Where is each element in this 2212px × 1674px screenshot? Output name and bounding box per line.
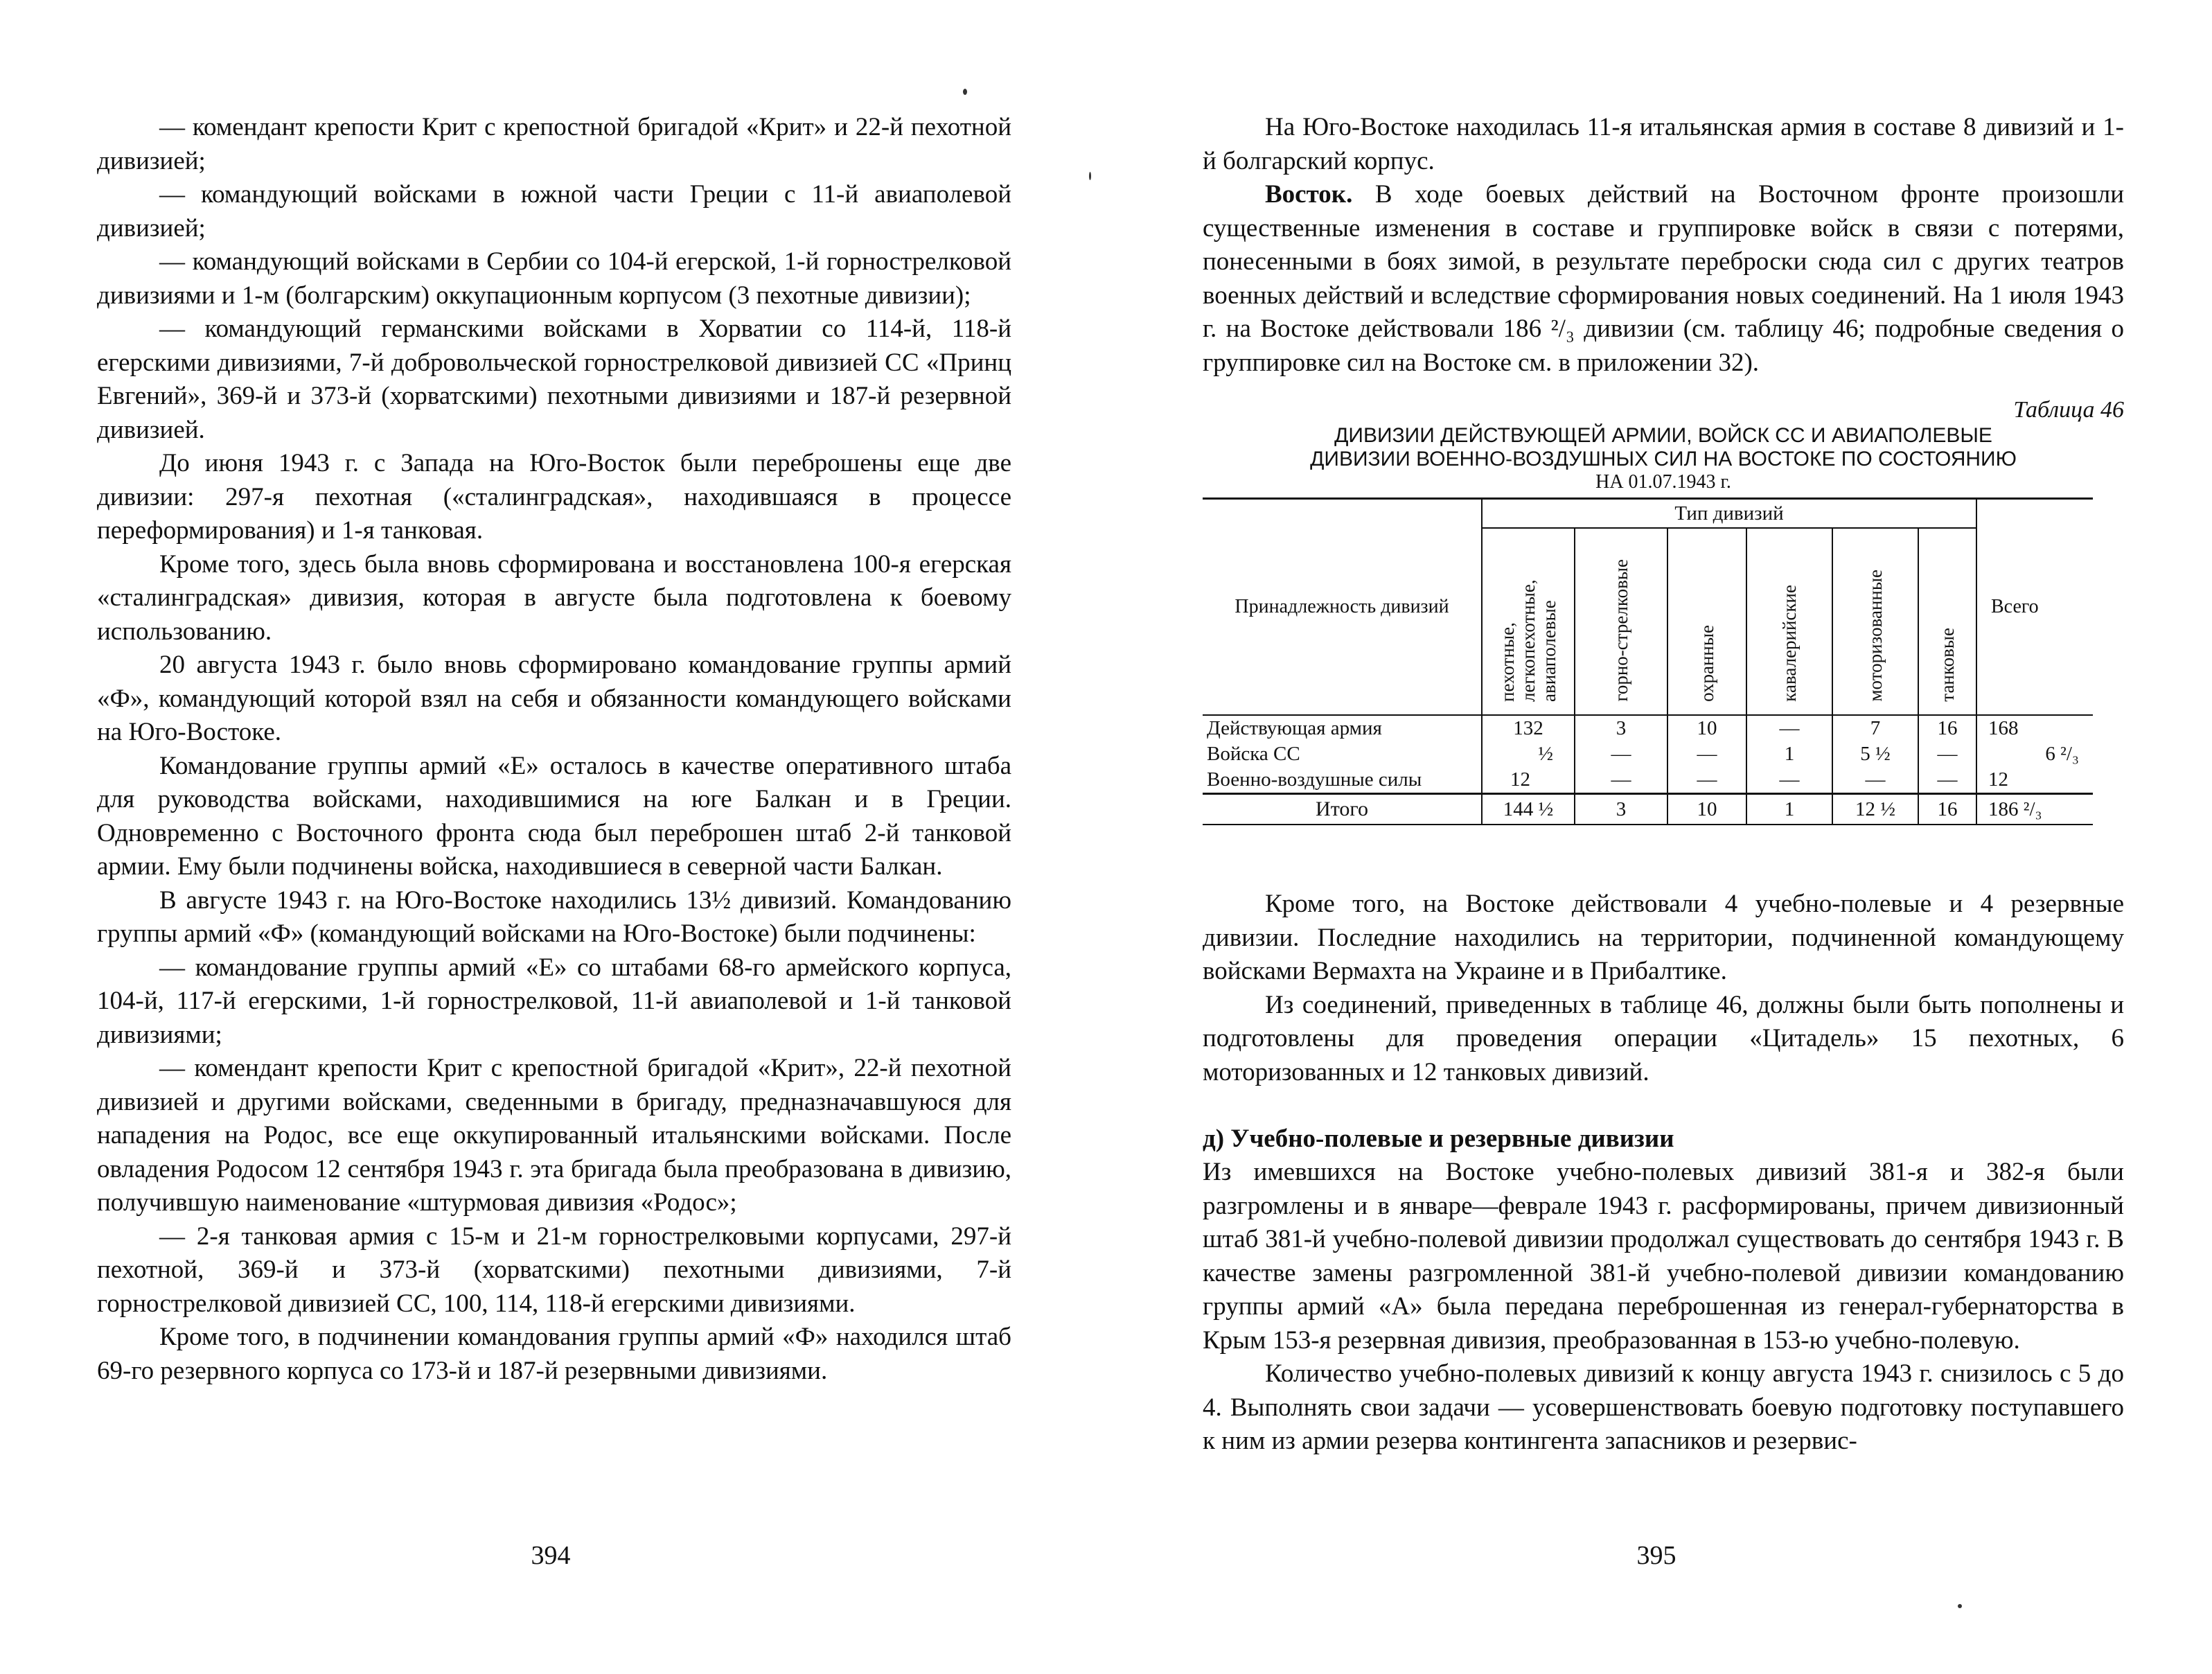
intro-paragraph: На Юго-Востоке находилась 11-я итальянская армия в составе 8 дивизий и 1-й болгарский корпус. — [1203, 113, 2124, 175]
row-label: Войска СС — [1207, 743, 1300, 765]
type-header-infantry: пехотные, легкопехотные, авиаполевые — [1482, 528, 1575, 715]
cell: 10 — [1667, 715, 1746, 741]
type-header-motorized: моторизованные — [1832, 528, 1918, 715]
total-cell: 12 ½ — [1832, 794, 1918, 825]
table-date: НА 01.07.1943 г. — [1595, 471, 1731, 493]
scan-speck — [963, 89, 967, 95]
table-number: Таблица 46 — [2013, 397, 2124, 423]
total-cell: 1 — [1746, 794, 1832, 825]
cell: — — [1667, 767, 1746, 794]
east-lead: Восток. — [1265, 180, 1353, 209]
left-page-number: 394 — [531, 1541, 571, 1570]
cell: — — [1832, 767, 1918, 794]
right-page — [1106, 0, 2212, 1674]
divisions-table — [1203, 497, 2093, 825]
left-paragraph: — 2-я танковая армия с 15-м и 21-м горнострелковыми корпусами, 297-й пехотной, 369-й и 373-й (хорватскими) пехотными дивизиями, 7-й горнострелковой дивизией СС, 100, 114, 118-й егерскими дивизиями. — [97, 1222, 1011, 1318]
after-table-paragraph: Из соединений, приведенных в таблице 46, должны были быть пополнены и подготовлены для проведения операции «Цитадель» 15 пехотных, 6 моторизованных и 12 танковых дивизий. — [1203, 990, 2124, 1086]
left-paragraph: — командующий германскими войсками в Хорватии со 114-й, 118-й егерскими дивизиями, 7-й добровольческой горнострелковой дивизией СС «Принц Евгений», 369-й и 373-й (хорватскими) пехотными дивизиями и 187-й резервной дивизией. — [97, 315, 1011, 444]
type-header-mountain: горно-стрелковые — [1575, 528, 1667, 715]
right-page-number: 395 — [1636, 1541, 1676, 1570]
cell: — — [1746, 767, 1832, 794]
east-paragraph — [1203, 178, 2124, 380]
row-label: Действующая армия — [1207, 717, 1382, 739]
grand-total: 186 ²/₃ — [1976, 794, 2093, 825]
cell: 132 — [1482, 715, 1575, 741]
row-total: 12 — [1976, 767, 2093, 794]
cell: — — [1918, 741, 1976, 767]
type-header-cavalry: кавалерийские — [1746, 528, 1832, 715]
cell: — — [1667, 741, 1746, 767]
cell: — — [1575, 767, 1667, 794]
cell: 5 ½ — [1832, 741, 1918, 767]
table-title-line1: ДИВИЗИИ ДЕЙСТВУЮЩЕЙ АРМИИ, ВОЙСК СС И АВИАПОЛЕВЫЕ — [1334, 424, 1992, 447]
cell: 1 — [1746, 741, 1832, 767]
left-text-column — [97, 111, 1011, 1388]
after-table-paragraph: Кроме того, на Востоке действовали 4 учебно-полевые и 4 резервные дивизии. Последние находились на территории, подчиненной командующему войсками Вермахта на Украине и в Прибалтике. — [1203, 890, 2124, 985]
cell: — — [1746, 715, 1832, 741]
owner-header: Принадлежность дивизий — [1203, 499, 1482, 716]
cell: — — [1575, 741, 1667, 767]
cell: ½ — [1482, 741, 1575, 767]
left-paragraph: — командование группы армий «Е» со штабами 68-го армейского корпуса, 104-й, 117-й егерскими, 1-й горнострелковой, 11-й авиаполевой и 1-й танковой дивизиями; — [97, 953, 1011, 1049]
left-paragraph: 20 августа 1943 г. было вновь сформировано командование группы армий «Ф», командующий которой взял на себя и обязанности командующего войсками на Юго-Востоке. — [97, 651, 1011, 746]
total-cell: 3 — [1575, 794, 1667, 825]
cell: 3 — [1575, 715, 1667, 741]
type-group-header: Тип дивизий — [1482, 499, 1976, 529]
left-paragraph: В августе 1943 г. на Юго-Востоке находились 13½ дивизий. Командованию группы армий «Ф» (командующий войсками на Юго-Востоке) были подчинены: — [97, 886, 1011, 948]
table-title-line2: ДИВИЗИИ ВОЕННО-ВОЗДУШНЫХ СИЛ НА ВОСТОКЕ ПО СОСТОЯНИЮ — [1310, 448, 2017, 470]
type-header-security: охранные — [1667, 528, 1746, 715]
section-heading: д) Учебно-полевые и резервные дивизии — [1203, 1125, 1674, 1153]
total-cell: 144 ½ — [1482, 794, 1575, 825]
table-row — [1203, 741, 2093, 767]
section-paragraph: Количество учебно-полевых дивизий к концу августа 1943 г. снизилось с 5 до 4. Выполнять свои задачи — усовершенствовать боевую подготовку поступавшего к ним из армии резерва контингента запасников и резервис- — [1203, 1359, 2124, 1455]
cell: 7 — [1832, 715, 1918, 741]
section-paragraph: Из имевшихся на Востоке учебно-полевых дивизий 381-я и 382-я были разгромлены и в январе—феврале 1943 г. расформированы, причем дивизионный штаб 381-й учебно-полевой дивизии продолжал существовать до сентября 1943 г. В качестве замены разгромленной 381-й учебно-полевой дивизии командованию группы армий «А» была передана переброшенная из генерал-губернаторства в Крым 153-я резервная дивизия, преобразованная в 153-ю учебно-полевую. — [1203, 1158, 2124, 1355]
cell: — — [1918, 767, 1976, 794]
total-header: Всего — [1976, 499, 2093, 716]
left-paragraph: Командование группы армий «Е» осталось в качестве оперативного штаба для руководства войсками, находившимися на юге Балкан и в Греции. Одновременно с Восточного фронта сюда был переброшен штаб 2-й танковой армии. Ему были подчинены войска, находившиеся в северной части Балкан. — [97, 751, 1011, 881]
cell: 16 — [1918, 715, 1976, 741]
type-header-tank: танковые — [1918, 528, 1976, 715]
total-cell: 16 — [1918, 794, 1976, 825]
scan-speck — [1958, 1604, 1962, 1608]
east-paragraph-text: В ходе боевых действий на Восточном фронте произошли существенные изменения в составе и группировке войск в связи с потерями, понесенными в боях зимой, в результате переброски сюда сил с других театров военных действий и вследствие сформирования новых соединений. На 1 июля 1943 г. на Востоке действовали 186 ²/₃ дивизии (см. таблицу 46; подробные сведения о группировке сил на Востоке см. в приложении 32). — [1203, 180, 2124, 377]
right-text-column — [1203, 111, 2124, 1459]
left-paragraph: Кроме того, здесь была вновь сформирована и восстановлена 100-я егерская «сталинградская» дивизия, которая в августе была подготовлена к боевому использованию. — [97, 549, 1011, 646]
left-paragraph: — командующий войсками в южной части Греции с 11-й авиаполевой дивизией; — [97, 180, 1011, 243]
left-paragraph: — комендант крепости Крит с крепостной бригадой «Крит» и 22-й пехотной дивизией; — [97, 113, 1011, 175]
total-label: Итого — [1203, 794, 1482, 825]
cell: 12 — [1482, 767, 1575, 794]
row-total: 6 ²/₃ — [1976, 741, 2093, 767]
table-total-row — [1203, 794, 2093, 825]
left-paragraph: Кроме того, в подчинении командования группы армий «Ф» находился штаб 69-го резервного корпуса со 173-й и 187-й резервными дивизиями. — [97, 1323, 1011, 1385]
table-row — [1203, 767, 2093, 794]
scan-speck — [1089, 172, 1091, 180]
row-total: 168 — [1976, 715, 2093, 741]
left-paragraph: — командующий войсками в Сербии со 104-й егерской, 1-й горнострелковой дивизиями и 1-м (болгарским) оккупационным корпусом (3 пехотные дивизии); — [97, 247, 1011, 310]
table-row — [1203, 715, 2093, 741]
left-paragraph: До июня 1943 г. с Запада на Юго-Восток были переброшены еще две дивизии: 297-я пехотная («сталинградская», находившаяся в процессе переформирования) и 1-я танковая. — [97, 449, 1011, 545]
total-cell: 10 — [1667, 794, 1746, 825]
row-label: Военно-воздушные силы — [1207, 768, 1422, 791]
left-paragraph: — комендант крепости Крит с крепостной бригадой «Крит», 22-й пехотной дивизией и другими войсками, сведенными в бригаду, предназначавшуюся для нападения на Родос, все еще оккупированный итальянскими войсками. После овладения Родосом 12 сентября 1943 г. эта бригада была преобразована в дивизию, получившую наименование «штурмовая дивизия «Родос»; — [97, 1054, 1011, 1217]
